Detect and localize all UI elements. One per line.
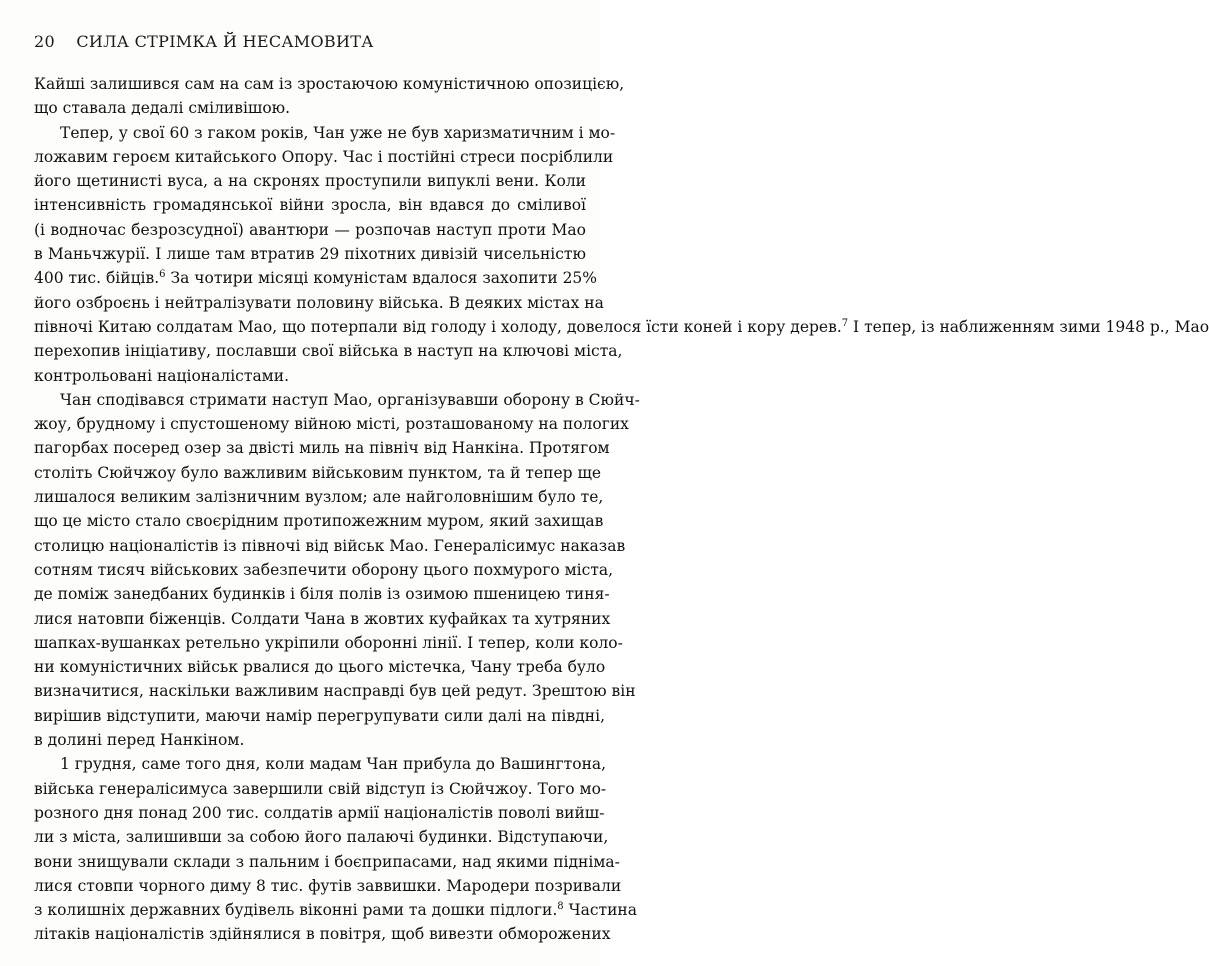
body-text: [34, 72, 1209, 947]
text-line: визначитися, наскільки важливим насправді був цей редут. Зрештою він: [34, 682, 636, 701]
footnote-marker: 7: [841, 317, 849, 329]
text-line: його озброєнь і нейтралізувати половину війська. В деяких містах на: [34, 293, 604, 312]
text-line: ложавим героєм китайського Опору. Час і постійні стреси посріблили: [34, 147, 614, 166]
text-line: вони знищували склади з пальним і боєприпасами, над якими підніма-: [34, 852, 620, 871]
text-line: інтенсивність громадянської війни зросла, він вдався до сміливої: [34, 196, 586, 215]
text-line: вирішив відступити, маючи намір перегрупувати сили далі на півдні,: [34, 706, 606, 725]
text-line: ли з міста, залишивши за собою його палаючі будинки. Відступаючи,: [34, 828, 609, 847]
text-line: лися натовпи біженців. Солдати Чана в жовтих куфайках та хутряних: [34, 609, 611, 628]
text-line: півночі Китаю солдатам Мао, що потерпали від голоду і холоду, довелося їсти коней і кору дерев.$^7$ І тепер, із наближенням зими 1948 р., Мао: [34, 317, 1209, 336]
text-line: Кайші залишився сам на сам із зростаючою комуністичною опозицією,: [34, 75, 625, 93]
text-line: розного дня понад 200 тис. солдатів армії націоналістів поволі вийш-: [34, 803, 605, 822]
text-line: 400 тис. бійців.$^6$ За чотири місяці комуністам вдалося захопити 25%: [34, 269, 598, 288]
footnote-marker: 8: [557, 901, 564, 913]
page-number: 20: [34, 32, 55, 51]
running-title: СИЛА СТРІМКА Й НЕСАМОВИТА: [76, 32, 374, 51]
text-line: столицю націоналістів із півночі від військ Мао. Генералісимус наказав: [34, 536, 626, 555]
text-line: століть Сюйчжоу було важливим військовим пунктом, та й тепер ще: [34, 463, 602, 482]
running-header: [34, 32, 374, 51]
text-line: ни комуністичних військ рвалися до цього містечка, Чану треба було: [34, 658, 606, 677]
text-line: з колишніх державних будівель віконні рами та дошки підлоги.$^8$ Частина: [34, 901, 637, 920]
paragraph: [34, 121, 1209, 388]
text-line: в Маньчжурії. І лише там втратив 29 піхотних дивізій чисельністю: [34, 245, 586, 264]
text-line: лися стовпи чорного диму 8 тис. футів заввишки. Мародери позривали: [34, 876, 622, 895]
text-line: літаків націоналістів здійнялися в повітря, щоб вивезти обморожених: [34, 925, 611, 944]
text-line: Тепер, у свої 60 з гаком років, Чан уже не був харизматичним і мо-: [60, 123, 616, 142]
paragraph: [34, 72, 625, 121]
text-line: перехопив ініціативу, пославши свої війська в наступ на ключові міста,: [34, 342, 623, 361]
text-line: Чан сподівався стримати наступ Мао, організувавши оборону в Сюйч-: [60, 390, 640, 409]
text-line: що ставала дедалі сміливішою.: [34, 99, 291, 118]
text-line: де поміж занедбаних будинків і біля полів із озимою пшеницею тиня-: [34, 585, 610, 604]
text-line: пагорбах посеред озер за двісті миль на північ від Нанкіна. Протягом: [34, 439, 610, 458]
text-line: лишалося великим залізничним вузлом; але найголовнішим було те,: [34, 488, 604, 507]
paragraph: [34, 388, 640, 752]
text-line: жоу, брудному і спустошеному війною місті, розташованому на пологих: [34, 415, 629, 434]
text-line: сотням тисяч військових забезпечити оборону цього похмурого міста,: [34, 560, 614, 579]
text-line: контрольовані націоналістами.: [34, 366, 289, 385]
text-line: його щетинисті вуса, а на скронях проступили випуклі вени. Коли: [34, 172, 586, 191]
text-line: шапках-вушанках ретельно укріпили оборонні лінії. І тепер, коли коло-: [34, 633, 623, 652]
paragraph: [34, 752, 637, 946]
text-line: 1 грудня, саме того дня, коли мадам Чан прибула до Вашингтона,: [60, 755, 607, 774]
text-line: в долині перед Нанкіном.: [34, 731, 245, 750]
text-line: війська генералісимуса завершили свій відступ із Сюйчжоу. Того мо-: [34, 779, 607, 798]
footnote-marker: 6: [159, 269, 166, 281]
text-line: що це місто стало своєрідним протипожежним муром, який захищав: [34, 512, 604, 531]
text-line: (і водночас безрозсудної) авантюри — розпочав наступ проти Мао: [34, 220, 586, 239]
